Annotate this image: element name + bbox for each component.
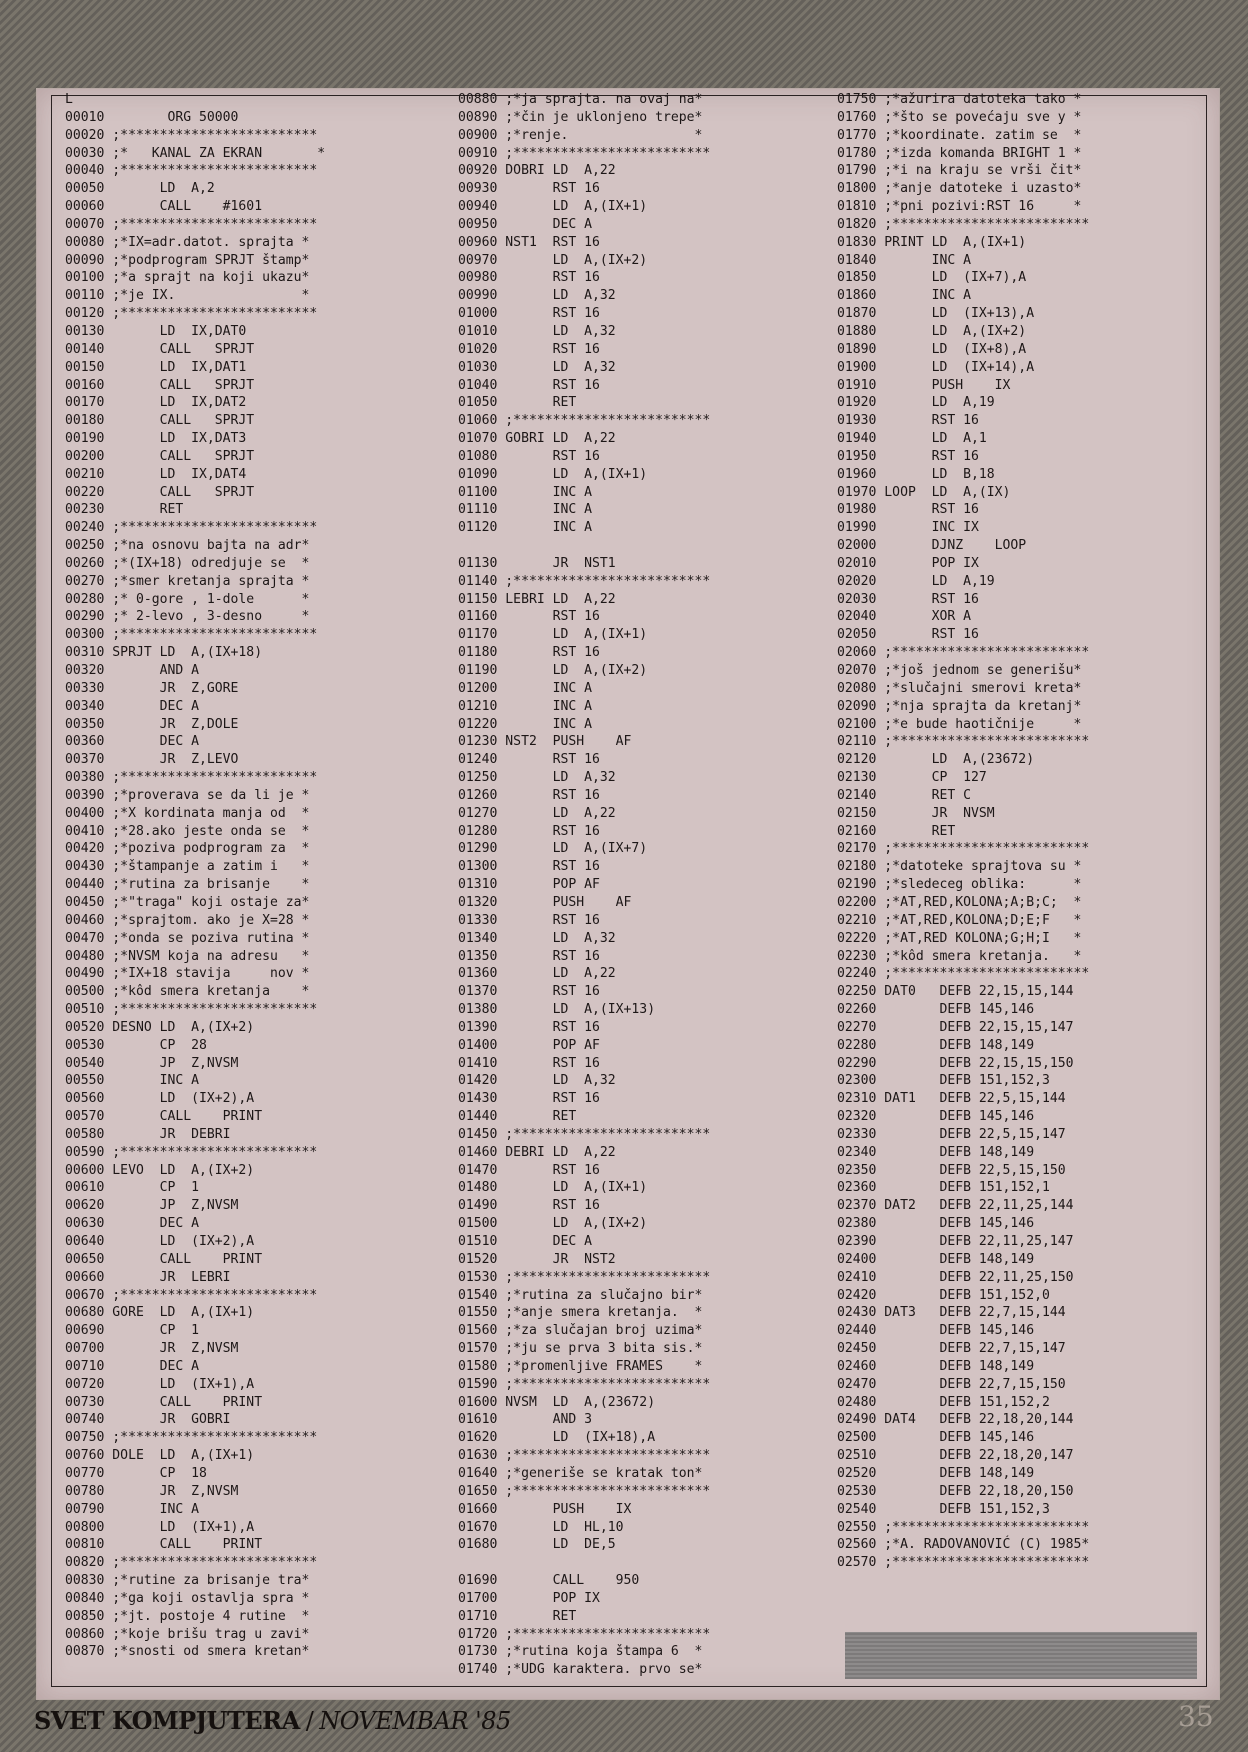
code-line: 00060 CALL #1601 (65, 199, 263, 215)
code-line: 01330 RST 16 (458, 912, 600, 928)
code-line: 00660 JR LEBRI (65, 1269, 231, 1285)
code-line: 00780 JR Z,NVSM (65, 1483, 239, 1499)
code-line: 00310 SPRJT LD A,(IX+18) (65, 645, 263, 661)
magazine-name: SVET KOMPJUTERA (34, 1706, 300, 1735)
code-line: 01200 INC A (458, 680, 593, 696)
code-line: 00370 JR Z,LEVO (65, 752, 239, 768)
code-line: 01610 AND 3 (458, 1412, 593, 1428)
code-line: 01600 NVSM LD A,(23672) (458, 1394, 656, 1410)
code-line: 02240 ;************************* (837, 966, 1090, 982)
footer-separator: / (305, 1707, 314, 1735)
code-line: 01690 CALL 950 (458, 1573, 640, 1589)
code-line: 01090 LD A,(IX+1) (458, 466, 648, 482)
code-line: 00740 JR GOBRI (65, 1412, 231, 1428)
code-line: 02330 DEFB 22,5,15,147 (837, 1126, 1066, 1142)
code-line: 00750 ;************************* (65, 1430, 318, 1446)
code-line: 01130 JR NST1 (458, 555, 616, 571)
code-line: 00440 ;*rutina za brisanje * (65, 877, 310, 893)
code-line: 00410 ;*28.ako jeste onda se * (65, 823, 310, 839)
code-line: 01850 LD (IX+7),A (837, 270, 1027, 286)
code-line: 02000 DJNZ LOOP (837, 538, 1027, 554)
code-line: 01270 LD A,22 (458, 805, 616, 821)
code-line: 00090 ;*podprogram SPRJT štamp* (65, 252, 310, 268)
code-line: 01590 ;************************* (458, 1376, 711, 1392)
page-number: 35 (1178, 1700, 1214, 1733)
code-line: 00630 DEC A (65, 1216, 200, 1232)
code-line: 01020 RST 16 (458, 341, 600, 357)
code-line: 02470 DEFB 22,7,15,150 (837, 1376, 1066, 1392)
code-line: 00710 DEC A (65, 1358, 200, 1374)
code-line: 02280 DEFB 148,149 (837, 1037, 1035, 1053)
code-line: 01040 RST 16 (458, 377, 600, 393)
code-line: 01440 RET (458, 1109, 577, 1125)
code-line: 00220 CALL SPRJT (65, 484, 255, 500)
code-line: 02270 DEFB 22,15,15,147 (837, 1019, 1074, 1035)
code-line: 01070 GOBRI LD A,22 (458, 431, 616, 447)
code-line: 02030 RST 16 (837, 591, 979, 607)
code-line: 00170 LD IX,DAT2 (65, 395, 247, 411)
code-line: 00350 JR Z,DOLE (65, 716, 239, 732)
code-line: 01800 ;*anje datoteke i uzasto* (837, 181, 1082, 197)
code-line: 01180 RST 16 (458, 645, 600, 661)
code-line: 01030 LD A,32 (458, 359, 616, 375)
code-line: 00320 AND A (65, 663, 200, 678)
code-line: 00920 DOBRI LD A,22 (458, 163, 616, 179)
code-line: 01420 LD A,32 (458, 1073, 616, 1089)
code-line: 00510 ;************************* (65, 1002, 318, 1018)
code-line: 01280 RST 16 (458, 823, 600, 839)
code-line: 01260 RST 16 (458, 787, 600, 803)
code-line: 02070 ;*još jednom se generišu* (837, 663, 1082, 678)
code-line: 01770 ;*koordinate. zatim se * (837, 127, 1082, 143)
code-line: 00980 RST 16 (458, 270, 600, 286)
code-line: 02170 ;************************* (837, 841, 1090, 857)
code-line: 00590 ;************************* (65, 1144, 318, 1160)
code-line: 01620 LD (IX+18),A (458, 1430, 656, 1446)
code-line: 02190 ;*sledeceg oblika: * (837, 877, 1082, 893)
code-line: 02050 RST 16 (837, 627, 979, 643)
code-line: 01160 RST 16 (458, 609, 600, 625)
code-line: 00210 LD IX,DAT4 (65, 466, 247, 482)
code-line: 00770 CP 18 (65, 1465, 207, 1481)
code-line: 00690 CP 1 (65, 1323, 200, 1339)
code-line: 00040 ;************************* (65, 163, 318, 179)
code-line: 00930 RST 16 (458, 181, 600, 197)
code-line: 00130 LD IX,DAT0 (65, 323, 247, 339)
code-line: 02080 ;*slučajni smerovi kreta* (837, 680, 1082, 696)
code-line: 00580 JR DEBRI (65, 1126, 231, 1142)
code-line: 02410 DEFB 22,11,25,150 (837, 1269, 1074, 1285)
code-line: 02500 DEFB 145,146 (837, 1430, 1035, 1446)
code-line: 02300 DEFB 151,152,3 (837, 1073, 1050, 1089)
code-line (458, 1554, 710, 1572)
code-line: 00240 ;************************* (65, 520, 318, 536)
code-line: 02570 ;************************* (837, 1555, 1090, 1571)
code-line: 01950 RST 16 (837, 448, 979, 464)
issue-date: NOVEMBAR '85 (319, 1707, 511, 1735)
code-line: 01410 RST 16 (458, 1055, 600, 1071)
code-line: 00500 ;*kôd smera kretanja * (65, 984, 310, 1000)
code-line: 01430 RST 16 (458, 1091, 600, 1107)
code-line: 02150 JR NVSM (837, 805, 995, 821)
code-line: 02100 ;*e bude haotičnije * (837, 716, 1082, 732)
code-line: 01340 LD A,32 (458, 930, 616, 946)
code-line: 02200 ;*AT,RED,KOLONA;A;B;C; * (837, 894, 1082, 910)
code-line: 01920 LD A,19 (837, 395, 995, 411)
code-line: 00250 ;*na osnovu bajta na adr* (65, 538, 310, 554)
code-line: 01370 RST 16 (458, 984, 600, 1000)
code-line: 02140 RET C (837, 787, 972, 803)
code-line: 01990 INC IX (837, 520, 979, 536)
code-line: 01720 ;************************* (458, 1626, 711, 1642)
code-line: 01960 LD B,18 (837, 466, 995, 482)
code-line: 00300 ;************************* (65, 627, 318, 643)
code-line: 00720 LD (IX+1),A (65, 1376, 255, 1392)
code-line: 01840 INC A (837, 252, 972, 268)
code-line: 02160 RET (837, 823, 956, 839)
code-line: 00100 ;*a sprajt na koji ukazu* (65, 270, 310, 286)
code-line: 02250 DAT0 DEFB 22,15,15,144 (837, 984, 1074, 1000)
code-line: 00790 INC A (65, 1501, 200, 1517)
code-line: 01230 NST2 PUSH AF (458, 734, 632, 750)
code-line: 01290 LD A,(IX+7) (458, 841, 648, 857)
code-line: 02020 LD A,19 (837, 573, 995, 589)
code-line: 01300 RST 16 (458, 859, 600, 875)
code-line: 00650 CALL PRINT (65, 1251, 263, 1267)
code-line: 01820 ;************************* (837, 216, 1090, 232)
code-line: 00080 ;*IX=adr.datot. sprajta * (65, 234, 310, 250)
code-line: 01210 INC A (458, 698, 593, 714)
code-line: 00940 LD A,(IX+1) (458, 199, 648, 215)
code-line: 00020 ;************************* (65, 127, 318, 143)
code-line: 01060 ;************************* (458, 413, 711, 429)
code-line: 00290 ;* 2-levo , 3-desno * (65, 609, 310, 625)
code-line: 02350 DEFB 22,5,15,150 (837, 1162, 1066, 1178)
code-line: 01460 DEBRI LD A,22 (458, 1144, 616, 1160)
code-line: 01240 RST 16 (458, 752, 600, 768)
code-line (458, 537, 710, 555)
code-line: 01380 LD A,(IX+13) (458, 1002, 656, 1018)
code-line: 02530 DEFB 22,18,20,150 (837, 1483, 1074, 1499)
code-line: 00890 ;*čin je uklonjeno trepe* (458, 109, 703, 125)
code-line: 02310 DAT1 DEFB 22,5,15,144 (837, 1091, 1066, 1107)
code-line: 00520 DESNO LD A,(IX+2) (65, 1019, 255, 1035)
code-line: 00200 CALL SPRJT (65, 448, 255, 464)
code-line: 02320 DEFB 145,146 (837, 1109, 1035, 1125)
code-line: 00390 ;*proverava se da li je * (65, 787, 310, 803)
code-line: 01700 POP IX (458, 1590, 600, 1606)
code-line: 02460 DEFB 148,149 (837, 1358, 1035, 1374)
code-line: 01630 ;************************* (458, 1448, 711, 1464)
code-line: 02110 ;************************* (837, 734, 1090, 750)
code-line: 02040 XOR A (837, 609, 972, 625)
code-line: 00070 ;************************* (65, 216, 318, 232)
code-line: 00160 CALL SPRJT (65, 377, 255, 393)
code-line: 00010 ORG 50000 (65, 109, 239, 125)
code-line: 01120 INC A (458, 520, 593, 536)
code-line: 00670 ;************************* (65, 1287, 318, 1303)
code-line: 01500 LD A,(IX+2) (458, 1216, 648, 1232)
magazine-page (36, 88, 1220, 1700)
code-line: 01220 INC A (458, 716, 593, 732)
code-line: 02370 DAT2 DEFB 22,11,25,144 (837, 1198, 1074, 1214)
code-line: 01250 LD A,32 (458, 770, 616, 786)
code-line: 00050 LD A,2 (65, 181, 215, 197)
code-line: 00610 CP 1 (65, 1180, 200, 1196)
code-line: 01940 LD A,1 (837, 431, 987, 447)
code-line: 00480 ;*NVSM koja na adresu * (65, 948, 310, 964)
code-line: 00420 ;*poziva podprogram za * (65, 841, 310, 857)
code-line: 00120 ;************************* (65, 306, 318, 322)
code-line: L (65, 92, 73, 107)
code-line: 00900 ;*renje. * (458, 127, 703, 143)
code-line: 00530 CP 28 (65, 1037, 207, 1053)
code-line: 01050 RET (458, 395, 577, 411)
code-line: 00700 JR Z,NVSM (65, 1341, 239, 1357)
code-line: 02520 DEFB 148,149 (837, 1465, 1035, 1481)
code-line: 02450 DEFB 22,7,15,147 (837, 1341, 1066, 1357)
code-line: 01810 ;*pni pozivi:RST 16 * (837, 199, 1082, 215)
code-line: 01010 LD A,32 (458, 323, 616, 339)
code-line: 01900 LD (IX+14),A (837, 359, 1035, 375)
code-line: 01660 PUSH IX (458, 1501, 632, 1517)
code-line: 00830 ;*rutine za brisanje tra* (65, 1573, 310, 1589)
code-line: 01980 RST 16 (837, 502, 979, 518)
code-line: 01880 LD A,(IX+2) (837, 323, 1027, 339)
code-line: 00820 ;************************* (65, 1555, 318, 1571)
code-line: 02260 DEFB 145,146 (837, 1002, 1035, 1018)
code-line: 00950 DEC A (458, 216, 593, 232)
code-line: 01360 LD A,22 (458, 966, 616, 982)
code-line: 02360 DEFB 151,152,1 (837, 1180, 1050, 1196)
code-line: 00550 INC A (65, 1073, 200, 1089)
code-line: 02560 ;*A. RADOVANOVIĆ (C) 1985* (837, 1537, 1090, 1553)
gray-filler-box (845, 1632, 1197, 1679)
code-line: 01780 ;*izda komanda BRIGHT 1 * (837, 145, 1082, 161)
code-line: 01480 LD A,(IX+1) (458, 1180, 648, 1196)
code-line: 00140 CALL SPRJT (65, 341, 255, 357)
code-line: 00620 JP Z,NVSM (65, 1198, 239, 1214)
code-line: 01890 LD (IX+8),A (837, 341, 1027, 357)
code-line: 00960 NST1 RST 16 (458, 234, 600, 250)
code-line: 00810 CALL PRINT (65, 1537, 263, 1553)
code-line: 01140 ;************************* (458, 573, 711, 589)
code-line: 01860 INC A (837, 288, 972, 304)
code-line: 02400 DEFB 148,149 (837, 1251, 1035, 1267)
code-line: 00800 LD (IX+1),A (65, 1519, 255, 1535)
code-line: 01670 LD HL,10 (458, 1519, 624, 1535)
code-line: 00270 ;*smer kretanja sprajta * (65, 573, 310, 589)
code-line: 02210 ;*AT,RED,KOLONA;D;E;F * (837, 912, 1082, 928)
code-line: 02550 ;************************* (837, 1519, 1090, 1535)
code-line: 02060 ;************************* (837, 645, 1090, 661)
code-line: 00470 ;*onda se poziva rutina * (65, 930, 310, 946)
code-line: 01390 RST 16 (458, 1019, 600, 1035)
code-line: 00540 JP Z,NVSM (65, 1055, 239, 1071)
code-line: 02380 DEFB 145,146 (837, 1216, 1035, 1232)
code-line: 01870 LD (IX+13),A (837, 306, 1035, 322)
code-line: 00110 ;*je IX. * (65, 288, 310, 304)
code-line: 01000 RST 16 (458, 306, 600, 322)
code-line: 01760 ;*što se povećaju sve y * (837, 109, 1082, 125)
code-line: 01540 ;*rutina za slučajno bir* (458, 1287, 703, 1303)
code-line: 02480 DEFB 151,152,2 (837, 1394, 1050, 1410)
code-line: 00280 ;* 0-gore , 1-dole * (65, 591, 310, 607)
code-line: 01650 ;************************* (458, 1483, 711, 1499)
code-line: 02430 DAT3 DEFB 22,7,15,144 (837, 1305, 1066, 1321)
listing-column-3 (837, 91, 1089, 1572)
code-line: 01710 RET (458, 1608, 577, 1624)
code-line: 02540 DEFB 151,152,3 (837, 1501, 1050, 1517)
code-line: 00330 JR Z,GORE (65, 680, 239, 696)
code-line: 01150 LEBRI LD A,22 (458, 591, 616, 607)
code-line: 00430 ;*štampanje a zatim i * (65, 859, 310, 875)
code-line: 00230 RET (65, 502, 184, 518)
code-line: 02010 POP IX (837, 555, 979, 571)
code-line: 00600 LEVO LD A,(IX+2) (65, 1162, 255, 1178)
code-line: 01510 DEC A (458, 1234, 593, 1249)
code-line: 01560 ;*za slučajan broj uzima* (458, 1323, 703, 1339)
code-line: 02510 DEFB 22,18,20,147 (837, 1448, 1074, 1464)
code-line: 00150 LD IX,DAT1 (65, 359, 247, 375)
code-line: 01730 ;*rutina koja štampa 6 * (458, 1644, 703, 1660)
code-line: 00380 ;************************* (65, 770, 318, 786)
code-line: 00870 ;*snosti od smera kretan* (65, 1644, 310, 1660)
code-line: 01520 JR NST2 (458, 1251, 616, 1267)
code-line: 00880 ;*ja sprajta. na ovaj na* (458, 92, 703, 107)
code-line: 01490 RST 16 (458, 1198, 600, 1214)
code-line: 01680 LD DE,5 (458, 1537, 616, 1553)
code-line: 00450 ;*"traga" koji ostaje za* (65, 894, 310, 910)
code-line: 01100 INC A (458, 484, 593, 500)
code-line: 01740 ;*UDG karaktera. prvo se* (458, 1662, 703, 1678)
code-line: 00730 CALL PRINT (65, 1394, 263, 1410)
code-line: 02290 DEFB 22,15,15,150 (837, 1055, 1074, 1071)
code-line: 01930 RST 16 (837, 413, 979, 429)
code-line: 02090 ;*nja sprajta da kretanj* (837, 698, 1082, 714)
code-line: 01170 LD A,(IX+1) (458, 627, 648, 643)
code-line: 00180 CALL SPRJT (65, 413, 255, 429)
code-line: 00640 LD (IX+2),A (65, 1234, 255, 1249)
code-line: 00400 ;*X kordinata manja od * (65, 805, 310, 821)
code-line: 02420 DEFB 151,152,0 (837, 1287, 1050, 1303)
code-line: 00760 DOLE LD A,(IX+1) (65, 1448, 255, 1464)
footer-magazine-title (34, 1706, 511, 1735)
code-line: 00360 DEC A (65, 734, 200, 750)
code-line: 02220 ;*AT,RED KOLONA;G;H;I * (837, 930, 1082, 946)
code-line: 02440 DEFB 145,146 (837, 1323, 1035, 1339)
code-line: 01080 RST 16 (458, 448, 600, 464)
code-line: 01970 LOOP LD A,(IX) (837, 484, 1011, 500)
code-line: 00840 ;*ga koji ostavlja spra * (65, 1590, 310, 1606)
code-line: 00850 ;*jt. postoje 4 rutine * (65, 1608, 310, 1624)
code-line: 01400 POP AF (458, 1037, 600, 1053)
code-line: 00570 CALL PRINT (65, 1109, 263, 1125)
code-line: 01640 ;*generiše se kratak ton* (458, 1465, 703, 1481)
code-line: 01310 POP AF (458, 877, 600, 893)
code-line: 00680 GORE LD A,(IX+1) (65, 1305, 255, 1321)
code-line: 01450 ;************************* (458, 1126, 711, 1142)
code-line: 02120 LD A,(23672) (837, 752, 1035, 768)
code-line: 02490 DAT4 DEFB 22,18,20,144 (837, 1412, 1074, 1428)
code-line: 01350 RST 16 (458, 948, 600, 964)
code-line: 00970 LD A,(IX+2) (458, 252, 648, 268)
code-line: 00260 ;*(IX+18) odredjuje se * (65, 555, 310, 571)
code-line: 01580 ;*promenljive FRAMES * (458, 1358, 703, 1374)
code-line: 01790 ;*i na kraju se vrši čit* (837, 163, 1082, 179)
code-line: 02340 DEFB 148,149 (837, 1144, 1035, 1160)
code-line: 01570 ;*ju se prva 3 bita sis.* (458, 1341, 703, 1357)
listing-column-1 (65, 91, 325, 1661)
code-line: 01320 PUSH AF (458, 894, 632, 910)
code-line: 00190 LD IX,DAT3 (65, 431, 247, 447)
code-line: 00030 ;* KANAL ZA EKRAN * (65, 145, 326, 161)
code-line: 00340 DEC A (65, 698, 200, 714)
code-line: 01550 ;*anje smera kretanja. * (458, 1305, 703, 1321)
listing-column-2 (458, 91, 710, 1679)
code-line: 00860 ;*koje brišu trag u zavi* (65, 1626, 310, 1642)
code-line: 01470 RST 16 (458, 1162, 600, 1178)
code-line: 00460 ;*sprajtom. ako je X=28 * (65, 912, 310, 928)
code-line: 01190 LD A,(IX+2) (458, 663, 648, 678)
code-line: 02390 DEFB 22,11,25,147 (837, 1234, 1074, 1249)
code-line: 00910 ;************************* (458, 145, 711, 161)
code-line: 00990 LD A,32 (458, 288, 616, 304)
code-line: 02230 ;*kôd smera kretanja. * (837, 948, 1082, 964)
code-line: 01530 ;************************* (458, 1269, 711, 1285)
code-line: 01750 ;*ažurira datoteka tako * (837, 92, 1082, 107)
code-line: 01910 PUSH IX (837, 377, 1011, 393)
code-line: 02180 ;*datoteke sprajtova su * (837, 859, 1082, 875)
code-line: 00560 LD (IX+2),A (65, 1091, 255, 1107)
code-line: 01830 PRINT LD A,(IX+1) (837, 234, 1027, 250)
code-line: 00490 ;*IX+18 stavija nov * (65, 966, 310, 982)
code-line: 01110 INC A (458, 502, 593, 518)
code-line: 02130 CP 127 (837, 770, 987, 786)
